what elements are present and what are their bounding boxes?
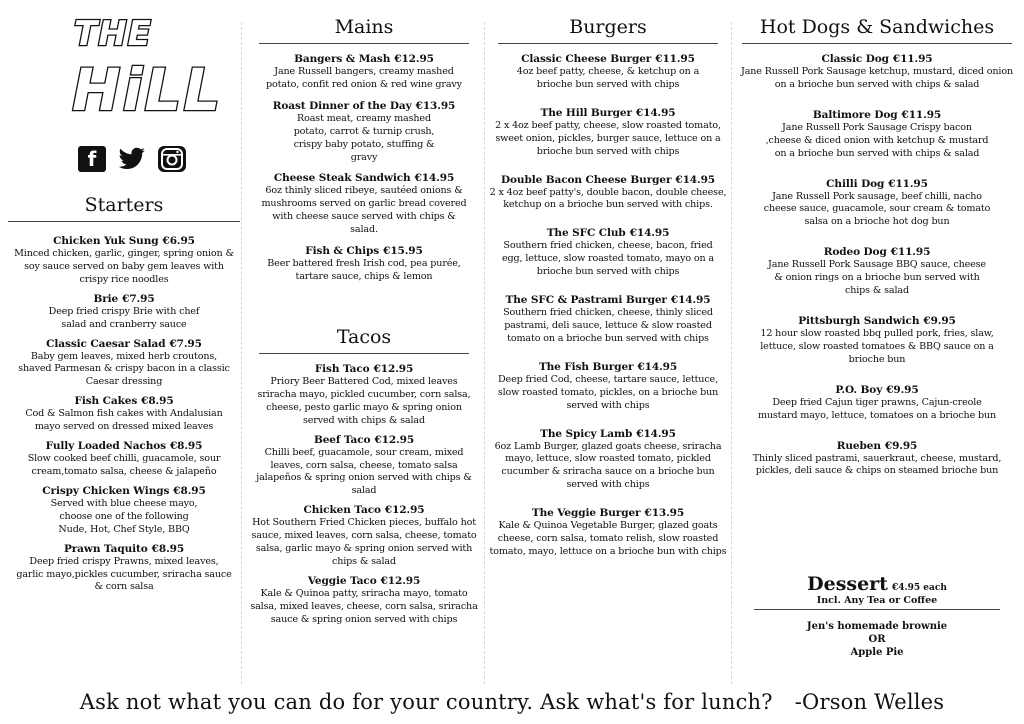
- item-name: Classic Dog: [821, 53, 889, 65]
- menu-item: [245, 362, 483, 428]
- item-price: €11.95: [901, 108, 942, 121]
- menu-item: [245, 503, 483, 569]
- item-price: €11.95: [888, 177, 928, 190]
- item-description: Jane Russell Pork Sausage Crispy bacon ,cheese & diced onion with ketchup & mustard on a brioche bun served with chips & salad: [765, 121, 989, 159]
- item-description: 4oz beef patty, cheese, & ketchup on a brioche bun served with chips: [516, 66, 700, 90]
- item-price: €13.95: [415, 99, 456, 112]
- column-burgers: [486, 0, 730, 690]
- item-price: €14.95: [414, 172, 455, 185]
- item-price: €12.95: [394, 53, 434, 65]
- item-name: The Spicy Lamb: [540, 427, 633, 440]
- menu-item: [8, 292, 240, 332]
- menu-item: [736, 314, 1018, 367]
- item-name: The Veggie Burger: [531, 507, 641, 520]
- instagram-icon[interactable]: [158, 146, 186, 172]
- item-name: Pittsburgh Sandwich: [798, 314, 920, 327]
- section-title-tacos: Tacos: [259, 326, 469, 354]
- item-description: Deep fried crispy Brie with chef salad and cranberry sauce: [48, 305, 200, 330]
- section-title-starters: Starters: [8, 194, 240, 222]
- menu-item: [486, 293, 730, 346]
- item-name: The SFC & Pastrami Burger: [505, 294, 667, 307]
- item-description: Kale & Quinoa patty, sriracha mayo, tomato salsa, mixed leaves, cheese, corn salsa, sriracha sauce & spring onion served with chips: [250, 587, 478, 625]
- item-price: €9.95: [923, 314, 956, 327]
- item-description: 12 hour slow roasted bbq pulled pork, fries, slaw, lettuce, slow roasted tomatoes & BBQ sauce on a brioche bun: [760, 327, 994, 365]
- item-name: Baltimore Dog: [812, 108, 898, 121]
- dessert-heading: [807, 573, 947, 595]
- quote-author: -Orson Welles: [794, 690, 945, 714]
- item-price: €11.95: [892, 53, 933, 65]
- item-name: Chicken Yuk Sung: [53, 235, 159, 247]
- item-price: €9.95: [884, 439, 918, 452]
- item-description: Jane Russell Pork Sausage ketchup, mustard, diced onion on a brioche bun served with chips & salad: [741, 66, 1013, 90]
- menu-item: [245, 99, 483, 165]
- dessert-price: €4.95 each: [891, 583, 947, 593]
- section-title-hotdogs: Hot Dogs & Sandwiches: [742, 16, 1012, 44]
- item-name: The Hill Burger: [540, 106, 632, 119]
- menu-item: [245, 52, 483, 92]
- dessert-title: Dessert: [807, 573, 888, 595]
- item-name: Bangers & Mash: [294, 53, 391, 65]
- item-name: Fully Loaded Nachos: [45, 440, 166, 453]
- column-divider: [241, 22, 242, 684]
- menu-item: [8, 234, 240, 287]
- item-name: Rueben: [836, 439, 881, 452]
- item-price: €14.95: [637, 360, 678, 373]
- item-description: 6oz Lamb Burger, glazed goats cheese, sriracha mayo, lettuce, slow roasted tomato, pickled cucumber & sriracha sauce on a brioche bun served with chips: [494, 440, 722, 491]
- quote-text: Ask not what you can do for your country. Ask what's for lunch?: [79, 690, 773, 714]
- facebook-icon[interactable]: f: [78, 146, 106, 172]
- item-name: Crispy Chicken Wings: [42, 484, 170, 497]
- menu-item: [8, 337, 240, 390]
- item-name: Fish & Chips: [305, 245, 380, 258]
- dessert-option: Apple Pie: [850, 647, 904, 658]
- item-price: €14.95: [675, 173, 715, 186]
- column-divider: [484, 22, 485, 684]
- item-description: Beer battered fresh Irish cod, pea purée, tartare sauce, chips & lemon: [267, 258, 461, 282]
- hotdogs-list: [736, 52, 1018, 478]
- section-title-mains: Mains: [259, 16, 469, 44]
- item-description: Jane Russell Pork Sausage BBQ sauce, cheese & onion rings on a brioche bun served with chips & salad: [768, 259, 986, 297]
- item-price: €7.95: [169, 337, 202, 350]
- item-description: Served with blue cheese mayo, choose one of the following Nude, Hot, Chef Style, BBQ: [50, 497, 198, 535]
- item-description: 2 x 4oz beef patty, cheese, slow roasted tomato, sweet onion, pickles, burger sauce, lettuce on a brioche bun served with chips: [495, 119, 721, 157]
- item-name: Chilli Dog: [826, 177, 885, 190]
- item-name: Double Bacon Cheese Burger: [501, 173, 672, 186]
- item-price: €12.95: [384, 504, 425, 517]
- item-description: 6oz thinly sliced ribeye, sautéed onions & mushrooms served on garlic bread covered with cheese sauce served with chips & salad.: [261, 185, 467, 236]
- item-name: Chicken Taco: [303, 504, 381, 517]
- item-price: €12.95: [373, 363, 414, 375]
- burgers-list: [486, 52, 730, 559]
- item-description: Thinly sliced pastrami, sauerkraut, cheese, mustard, pickles, deli sauce & chips on steamed brioche bun: [752, 452, 1002, 477]
- menu-item: [486, 173, 730, 213]
- column-divider: [731, 22, 732, 684]
- item-description: Southern fried chicken, cheese, thinly sliced pastrami, deli sauce, lettuce & slow roasted tomato on a brioche bun served with chips: [503, 307, 713, 344]
- menu-item: [736, 108, 1018, 161]
- item-description: 2 x 4oz beef patty's, double bacon, double cheese, ketchup on a brioche bun served with chips.: [489, 186, 727, 211]
- item-price: €14.95: [670, 294, 711, 307]
- social-links: [78, 146, 186, 172]
- item-name: Cheese Steak Sandwich: [273, 172, 411, 185]
- menu-item: [245, 171, 483, 237]
- menu-item: [245, 574, 483, 627]
- item-price: €9.95: [886, 383, 919, 396]
- item-description: Chilli beef, guacamole, sour cream, mixed leaves, corn salsa, cheese, tomato salsa jalapeños & spring onion served with chips & salad: [256, 446, 472, 497]
- item-description: Cod & Salmon fish cakes with Andalusian mayo served on dressed mixed leaves: [25, 408, 223, 433]
- menu-item: [486, 52, 730, 92]
- item-name: Classic Cheese Burger: [521, 53, 652, 65]
- item-price: €15.95: [383, 245, 423, 258]
- menu-item: [736, 439, 1018, 479]
- instagram-camera-icon: [161, 148, 183, 170]
- dessert-option: Jen's homemade brownie: [806, 621, 948, 632]
- item-name: Rodeo Dog: [823, 246, 887, 259]
- column-mains-tacos: [245, 0, 483, 690]
- dessert-or: OR: [868, 634, 886, 645]
- menu-item: [245, 433, 483, 499]
- menu-item: [486, 360, 730, 413]
- menu-item: [736, 177, 1018, 230]
- menu-item: [486, 226, 730, 279]
- item-description: Southern fried chicken, cheese, bacon, fried egg, lettuce, slow roasted tomato, mayo on a brioche bun served with chips: [502, 240, 714, 278]
- item-price: €13.95: [644, 507, 685, 520]
- column-hotdogs: [736, 0, 1018, 690]
- dessert-options: [736, 620, 1018, 659]
- mains-list: [245, 52, 483, 284]
- column-starters: [8, 0, 240, 690]
- item-name: The Fish Burger: [538, 360, 634, 373]
- menu-item: [8, 394, 240, 434]
- item-description: Priory Beer Battered Cod, mixed leaves sriracha mayo, pickled cucumber, corn salsa, cheese, pesto garlic mayo & spring onion served with chips & salad: [257, 376, 471, 426]
- item-price: €14.95: [635, 106, 676, 119]
- section-title-burgers: Burgers: [498, 16, 718, 44]
- item-description: Minced chicken, garlic, ginger, spring onion & soy sauce served on baby gem leaves with crispy rice noodles: [14, 248, 234, 285]
- item-name: Prawn Taquito: [63, 542, 148, 555]
- item-name: P.O. Boy: [835, 383, 883, 396]
- item-price: €7.95: [122, 292, 155, 305]
- menu-item: [736, 52, 1018, 92]
- menu-item: [8, 542, 240, 595]
- item-description: Slow cooked beef chilli, guacamole, sour cream,tomato salsa, cheese & jalapeño: [27, 453, 221, 477]
- twitter-bird-icon: [118, 147, 146, 171]
- item-price: €8.95: [141, 395, 174, 408]
- item-description: Jane Russell bangers, creamy mashed potato, confit red onion & red wine gravy: [266, 66, 462, 90]
- item-price: €12.95: [380, 574, 421, 587]
- menu-item: [486, 427, 730, 493]
- logo-name: HiLL: [72, 56, 223, 124]
- item-name: Veggie Taco: [307, 574, 377, 587]
- item-name: Fish Taco: [314, 363, 370, 375]
- item-price: €12.95: [374, 433, 415, 446]
- twitter-icon[interactable]: [118, 146, 146, 172]
- menu-item: [8, 439, 240, 479]
- menu-item: [736, 383, 1018, 423]
- item-description: Jane Russell Pork sausage, beef chilli, nacho cheese sauce, guacamole, sour cream & tomato salsa on a brioche hot dog bun: [763, 190, 991, 228]
- item-price: €14.95: [636, 427, 676, 440]
- item-description: Deep fried crispy Prawns, mixed leaves, garlic mayo,pickles cucumber, sriracha sauce & corn salsa: [16, 555, 232, 593]
- item-name: Classic Caesar Salad: [46, 337, 166, 350]
- item-name: Roast Dinner of the Day: [272, 99, 412, 112]
- menu-item: [245, 244, 483, 284]
- tacos-list: [245, 362, 483, 627]
- item-price: €11.95: [655, 53, 695, 65]
- item-price: €8.95: [173, 484, 206, 497]
- item-name: Fish Cakes: [74, 395, 138, 408]
- item-description: Kale & Quinoa Vegetable Burger, glazed goats cheese, corn salsa, tomato relish, slow roasted tomato, mayo, lettuce on a brioche bun with chips: [489, 520, 727, 557]
- logo-the: THE: [74, 14, 152, 54]
- item-price: €11.95: [890, 246, 931, 259]
- item-price: €8.95: [169, 440, 203, 453]
- item-price: €14.95: [629, 227, 670, 240]
- item-description: Deep fried Cod, cheese, tartare sauce, lettuce, slow roasted tomato, pickles, on a brioche bun served with chips: [497, 373, 719, 411]
- logo: [72, 14, 223, 126]
- item-name: The SFC Club: [546, 227, 626, 240]
- starters-list: [8, 234, 240, 594]
- item-description: Deep fried Cajun tiger prawns, Cajun-creole mustard mayo, lettuce, tomatoes on a brioche bun: [757, 396, 997, 421]
- footer-quote: [0, 690, 1024, 714]
- item-price: €6.95: [162, 235, 195, 247]
- item-description: Roast meat, creamy mashed potato, carrot & turnip crush, crispy baby potato, stuffing & gravy: [293, 112, 435, 163]
- dessert-subtitle: Incl. Any Tea or Coffee: [754, 595, 1000, 610]
- item-name: Beef Taco: [313, 433, 371, 446]
- item-name: Brie: [93, 292, 119, 305]
- item-description: Hot Southern Fried Chicken pieces, buffalo hot sauce, mixed leaves, corn salsa, cheese, tomato salsa, garlic mayo & spring onion served with chips & salad: [251, 517, 477, 567]
- menu-item: [486, 506, 730, 559]
- menu-item: [736, 245, 1018, 298]
- item-price: €8.95: [151, 542, 185, 555]
- menu-item: [486, 106, 730, 159]
- item-description: Baby gem leaves, mixed herb croutons, shaved Parmesan & crispy bacon in a classic Caesar dressing: [18, 350, 230, 388]
- menu-item: [8, 484, 240, 537]
- dessert-section: [736, 573, 1018, 659]
